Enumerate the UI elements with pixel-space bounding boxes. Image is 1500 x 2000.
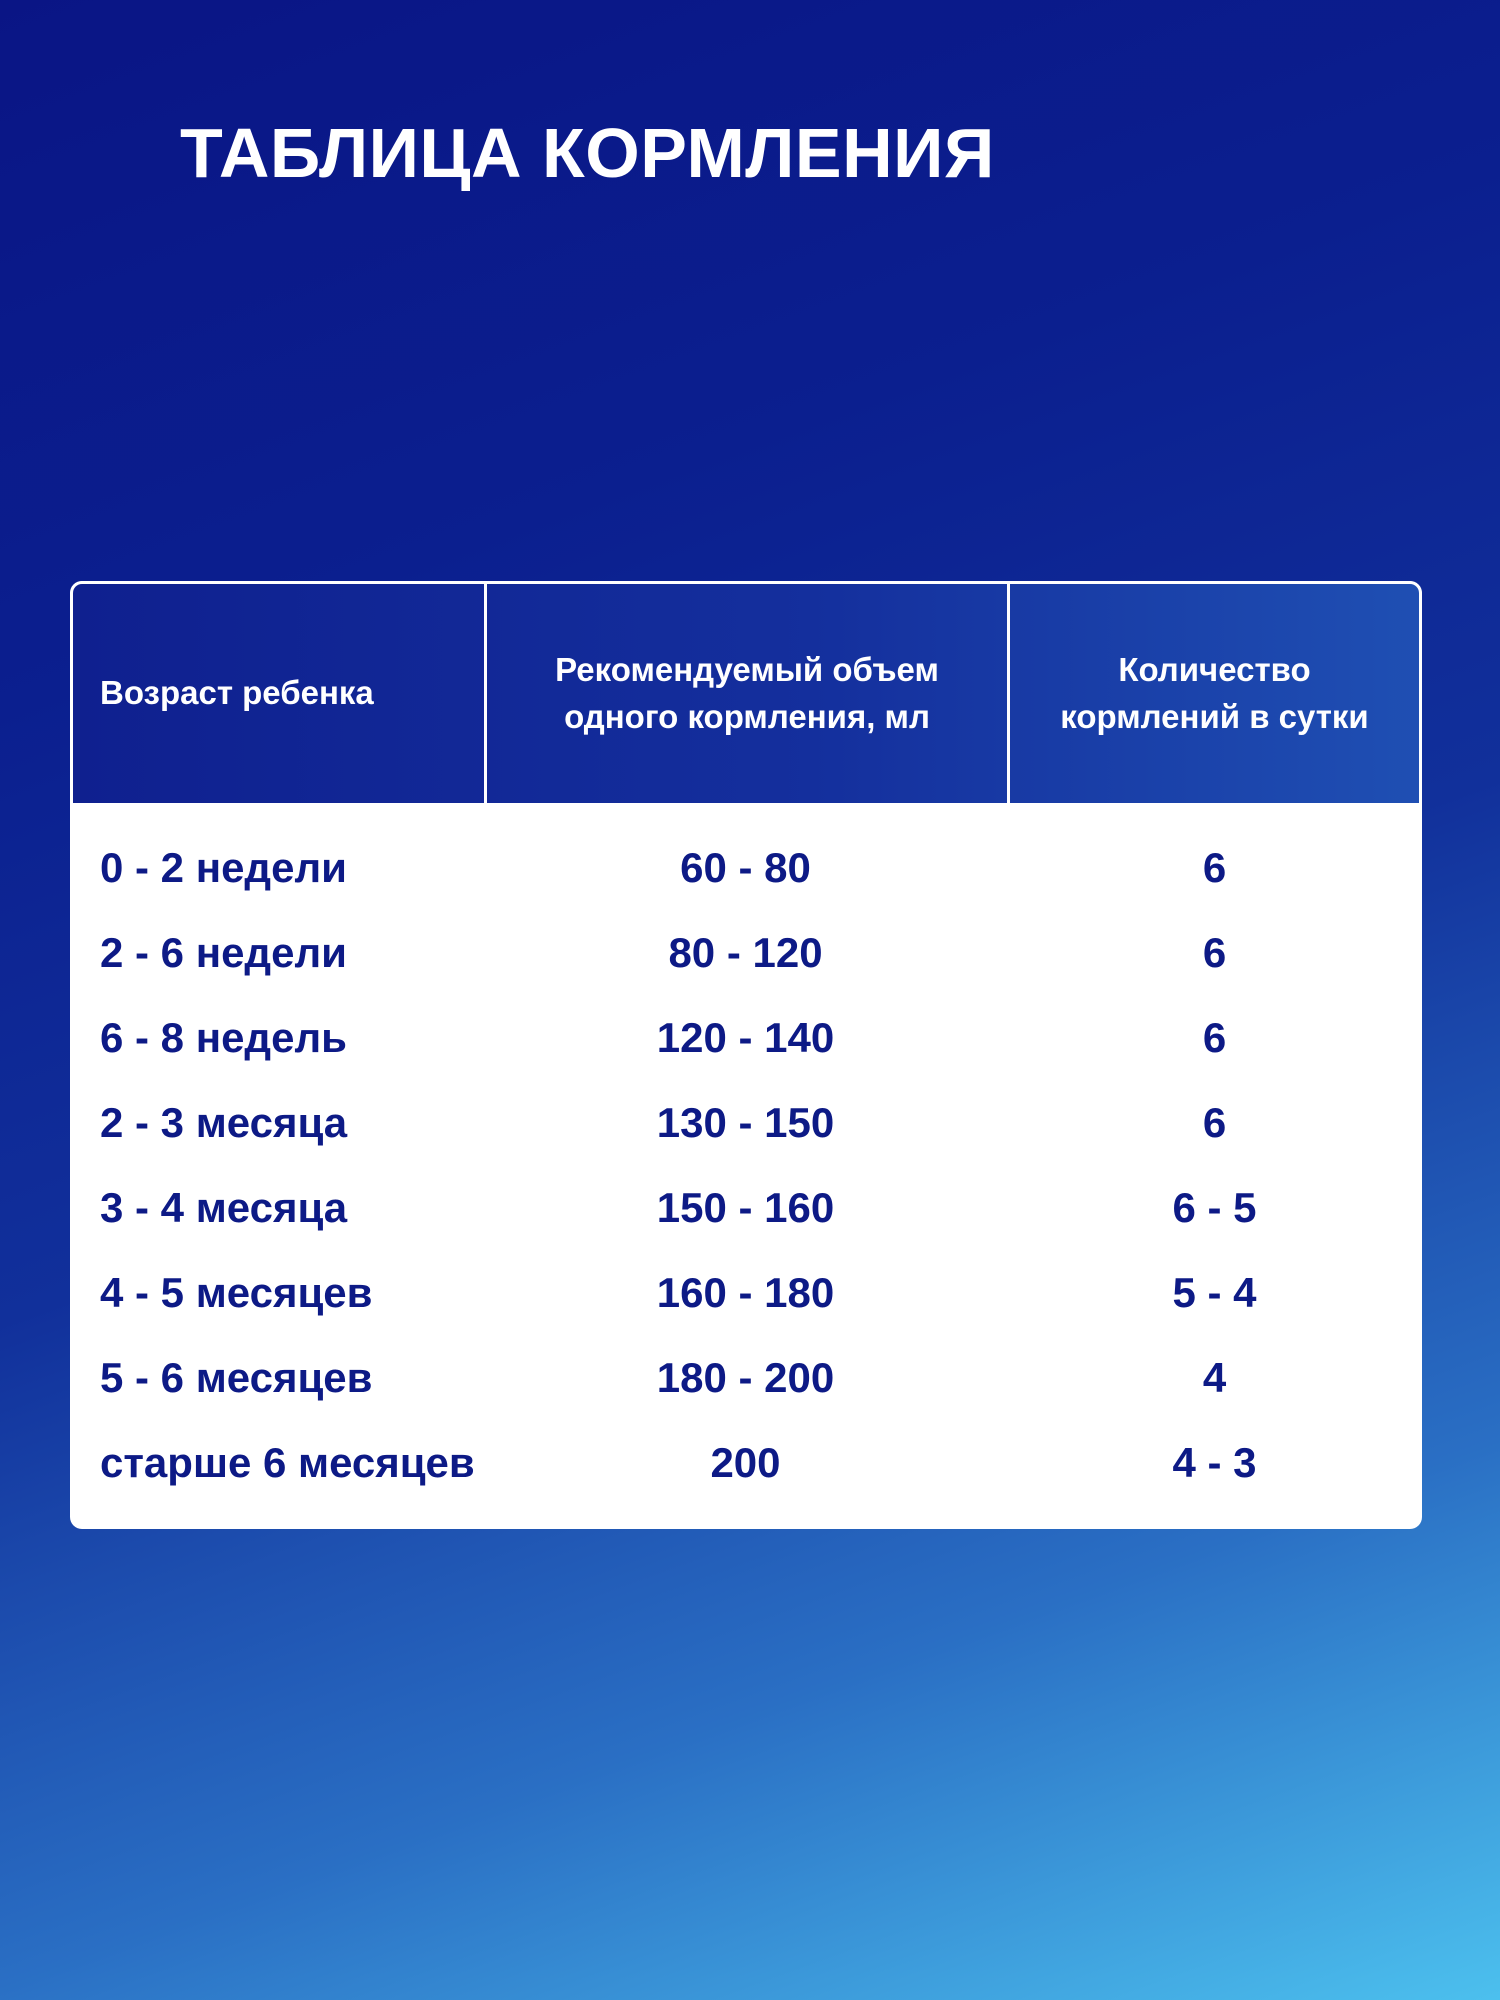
cell-age: 6 - 8 недель bbox=[100, 1013, 347, 1061]
cell-volume: 150 - 160 bbox=[656, 1183, 835, 1231]
cell-count: 6 - 5 bbox=[1172, 1183, 1257, 1231]
header-count-line2: кормлений в сутки bbox=[1060, 697, 1369, 735]
cell-volume: 130 - 150 bbox=[656, 1098, 835, 1146]
cell-age: старше 6 месяцев bbox=[100, 1438, 475, 1486]
cell-volume: 120 - 140 bbox=[656, 1013, 835, 1061]
cell-volume: 200 bbox=[710, 1438, 781, 1486]
header-count-line1: Количество bbox=[1118, 651, 1311, 689]
cell-count: 4 bbox=[1202, 1353, 1227, 1401]
cell-volume: 160 - 180 bbox=[656, 1268, 835, 1316]
feeding-table bbox=[70, 581, 1422, 1529]
header-age-label: Возраст ребенка bbox=[100, 674, 374, 712]
page-title: ТАБЛИЦА КОРМЛЕНИЯ bbox=[180, 114, 995, 192]
table-header bbox=[70, 581, 1422, 803]
header-volume-line2: одного кормления, мл bbox=[564, 697, 930, 735]
cell-count: 6 bbox=[1202, 1098, 1227, 1146]
cell-volume: 80 - 120 bbox=[668, 928, 823, 976]
table-row bbox=[70, 1335, 1422, 1420]
cell-age: 3 - 4 месяца bbox=[100, 1183, 348, 1231]
cell-age: 2 - 3 месяца bbox=[100, 1098, 348, 1146]
cell-count: 6 bbox=[1202, 1013, 1227, 1061]
cell-age: 4 - 5 месяцев bbox=[100, 1268, 373, 1316]
header-volume-line1: Рекомендуемый объем bbox=[555, 651, 939, 689]
cell-count: 5 - 4 bbox=[1172, 1268, 1257, 1316]
header-volume bbox=[487, 584, 1010, 803]
cell-count: 4 - 3 bbox=[1172, 1438, 1257, 1486]
cell-count: 6 bbox=[1202, 928, 1227, 976]
table-row bbox=[70, 1250, 1422, 1335]
table-row bbox=[70, 825, 1422, 910]
cell-count: 6 bbox=[1202, 843, 1227, 891]
cell-volume: 180 - 200 bbox=[656, 1353, 835, 1401]
table-row bbox=[70, 910, 1422, 995]
table-row bbox=[70, 1165, 1422, 1250]
cell-age: 5 - 6 месяцев bbox=[100, 1353, 373, 1401]
header-count bbox=[1010, 584, 1419, 803]
table-row bbox=[70, 1080, 1422, 1165]
cell-age: 2 - 6 недели bbox=[100, 928, 347, 976]
header-age bbox=[73, 584, 487, 803]
cell-volume: 60 - 80 bbox=[680, 843, 811, 891]
table-row bbox=[70, 1420, 1422, 1505]
table-body bbox=[70, 803, 1422, 1505]
table-row bbox=[70, 995, 1422, 1080]
cell-age: 0 - 2 недели bbox=[100, 843, 347, 891]
